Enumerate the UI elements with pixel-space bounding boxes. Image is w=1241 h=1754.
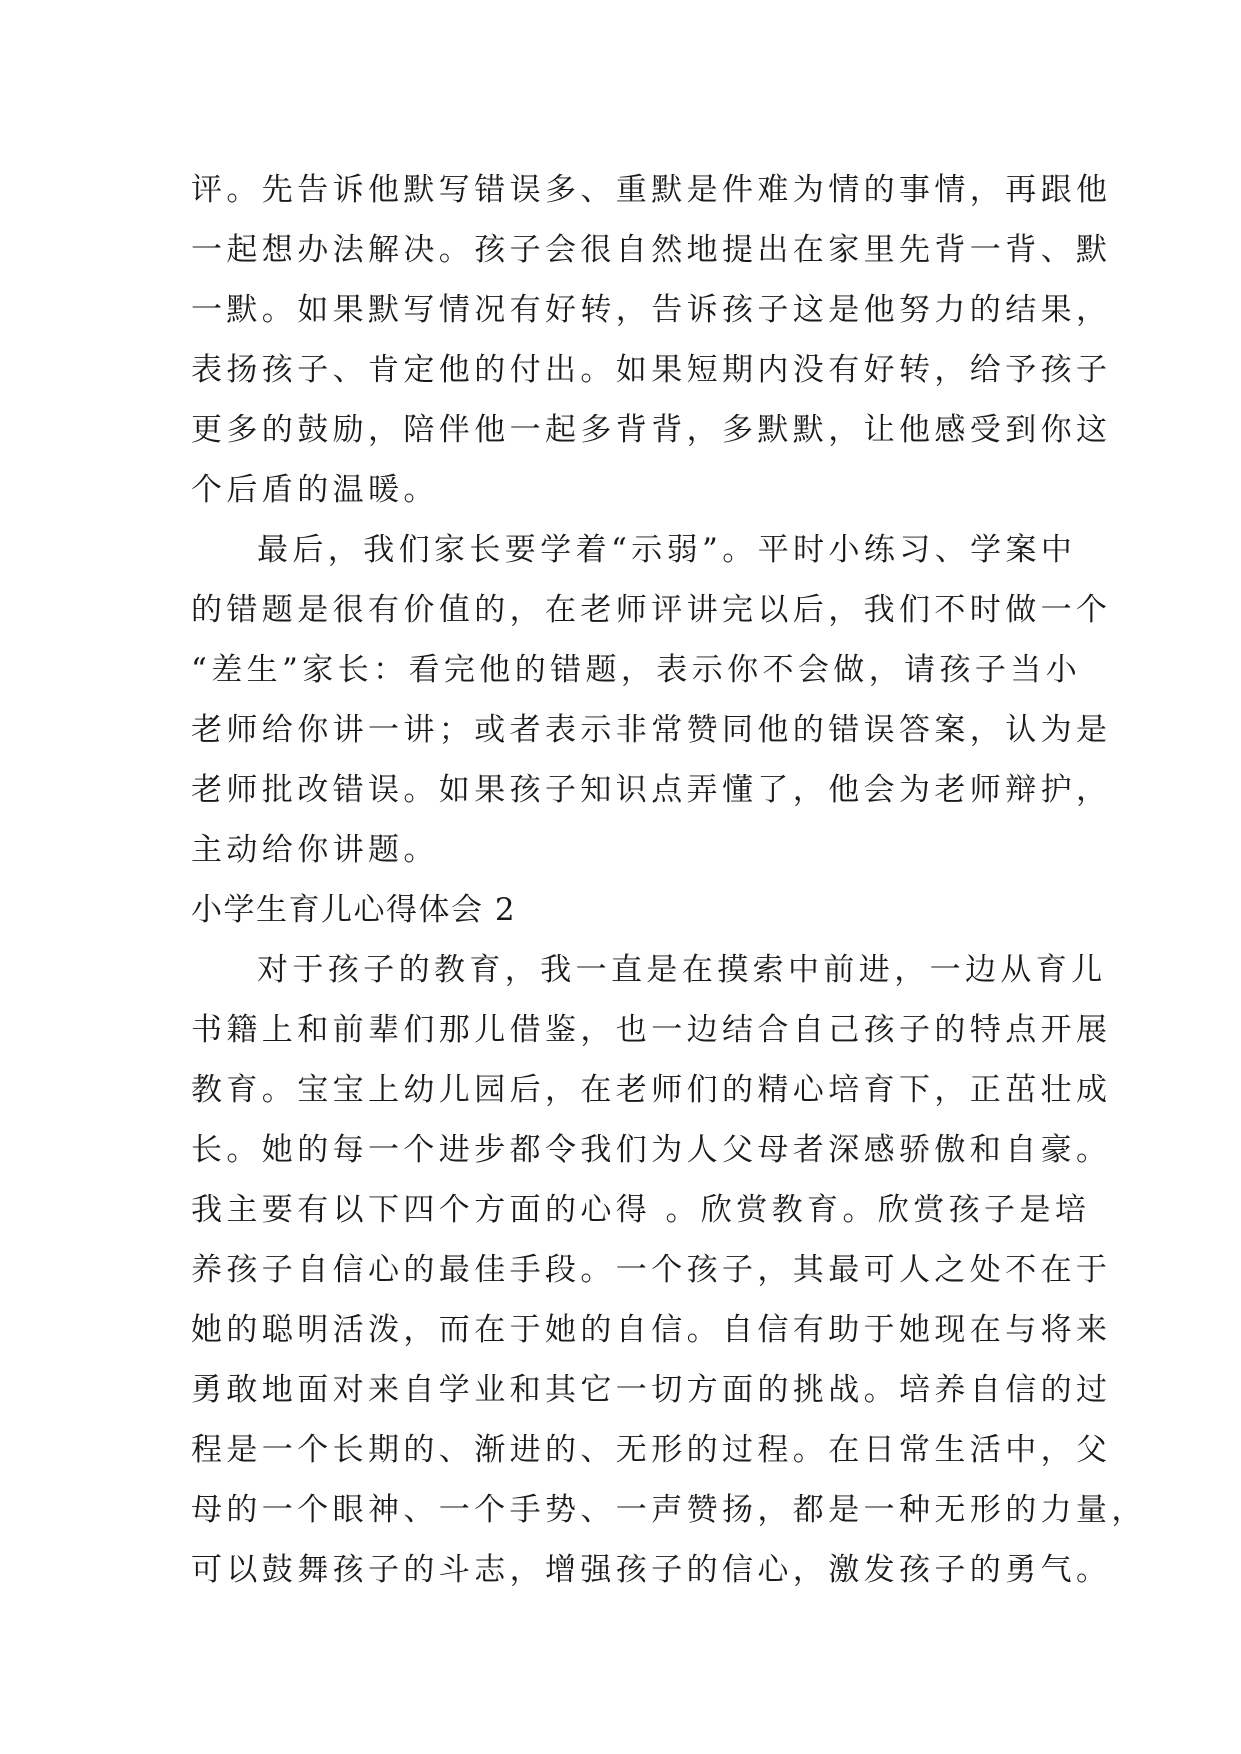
text-line: 表扬孩子、肯定他的付出。如果短期内没有好转，给予孩子 xyxy=(191,352,1112,388)
text-line: 书籍上和前辈们那儿借鉴，也一边结合自己孩子的特点开展 xyxy=(191,1012,1112,1048)
text-line: 评。先告诉他默写错误多、重默是件难为情的事情，再跟他 xyxy=(191,172,1112,208)
text-line: 教育。宝宝上幼儿园后，在老师们的精心培育下，正茁壮成 xyxy=(191,1072,1112,1108)
text-line: 主动给你讲题。 xyxy=(191,832,439,868)
text-line: 个后盾的温暖。 xyxy=(191,472,439,508)
text-line: 我主要有以下四个方面的心得 。欣赏教育。欣赏孩子是培 xyxy=(191,1192,1091,1228)
paragraph xyxy=(191,940,1147,1600)
text-line: 母的一个眼神、一个手势、一声赞扬，都是一种无形的力量， xyxy=(191,1492,1147,1528)
text-line: 对于孩子的教育，我一直是在摸索中前进，一边从育儿 xyxy=(257,952,1107,988)
document-body xyxy=(191,160,1147,1600)
text-line: 可以鼓舞孩子的斗志，增强孩子的信心，激发孩子的勇气。 xyxy=(191,1552,1112,1588)
text-line: 她的聪明活泼，而在于她的自信。自信有助于她现在与将来 xyxy=(191,1312,1112,1348)
text-line: 老师批改错误。如果孩子知识点弄懂了，他会为老师辩护， xyxy=(191,772,1112,808)
text-line: 老师给你讲一讲；或者表示非常赞同他的错误答案，认为是 xyxy=(191,712,1112,748)
text-line: 程是一个长期的、渐进的、无形的过程。在日常生活中，父 xyxy=(191,1432,1112,1468)
text-line: 一默。如果默写情况有好转，告诉孩子这是他努力的结果， xyxy=(191,292,1112,328)
text-line: 养孩子自信心的最佳手段。一个孩子，其最可人之处不在于 xyxy=(191,1252,1112,1288)
paragraph xyxy=(191,520,1112,880)
text-line: 更多的鼓励，陪伴他一起多背背，多默默，让他感受到你这 xyxy=(191,412,1112,448)
text-line: 勇敢地面对来自学业和其它一切方面的挑战。培养自信的过 xyxy=(191,1372,1112,1408)
paragraph xyxy=(191,160,1112,520)
text-line: 一起想办法解决。孩子会很自然地提出在家里先背一背、默 xyxy=(191,232,1112,268)
text-line: 最后，我们家长要学着“示弱”。平时小练习、学案中 xyxy=(257,532,1077,568)
text-line: “差生”家长：看完他的错题，表示你不会做，请孩子当小 xyxy=(191,652,1082,688)
section-heading: 小学生育儿心得体会 2 xyxy=(191,892,517,928)
text-line: 长。她的每一个进步都令我们为人父母者深感骄傲和自豪。 xyxy=(191,1132,1112,1168)
text-line: 的错题是很有价值的，在老师评讲完以后，我们不时做一个 xyxy=(191,592,1112,628)
